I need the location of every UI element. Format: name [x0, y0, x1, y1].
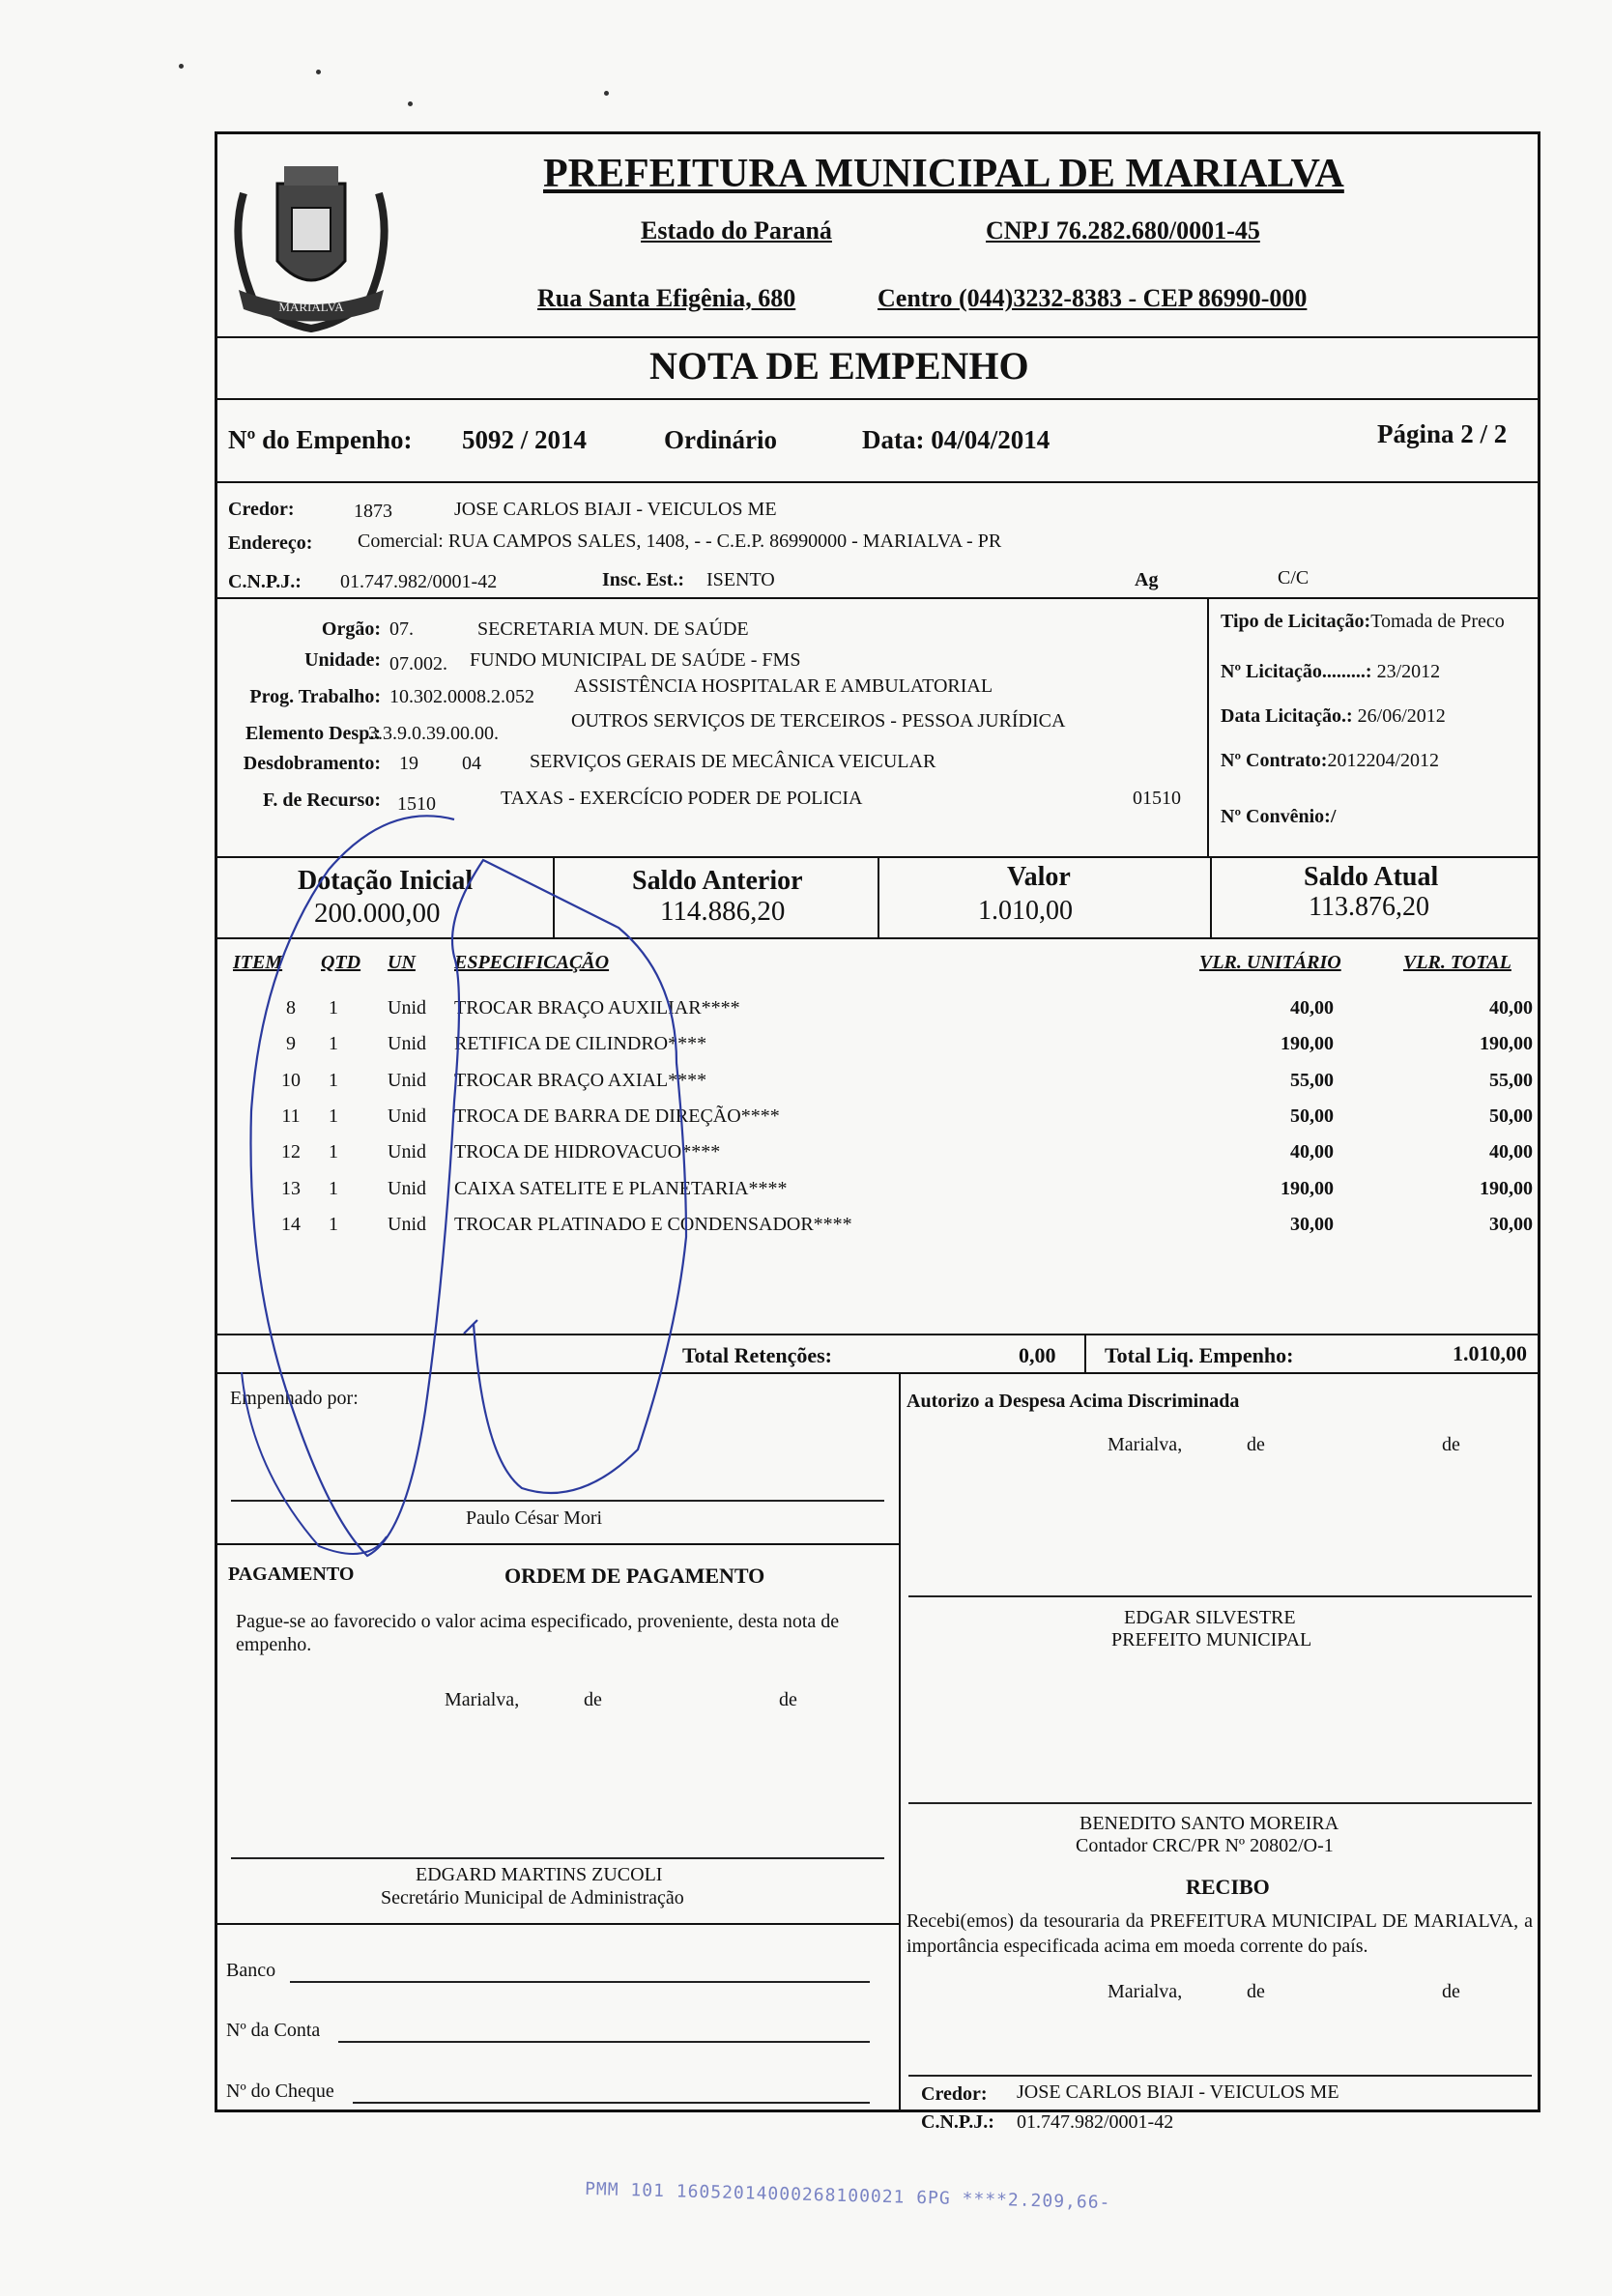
- date-de: de: [1247, 1434, 1265, 1455]
- item-number: 11: [281, 1105, 301, 1127]
- autorizo-text: Autorizo a Despesa Acima Discriminada: [907, 1391, 1240, 1412]
- ordem-pagamento-label: ORDEM DE PAGAMENTO: [504, 1564, 765, 1588]
- item-total: 40,00: [1489, 997, 1533, 1019]
- fonte-label: F. de Recurso:: [262, 789, 381, 811]
- tipo-licitacao: Tipo de Licitação:Tomada de Preco: [1221, 611, 1505, 632]
- desd-code1: 19: [399, 753, 418, 774]
- svg-text:MARIALVA: MARIALVA: [278, 300, 344, 314]
- item-qtd: 1: [329, 1033, 338, 1055]
- prog-label: Prog. Trabalho:: [249, 686, 381, 707]
- valor-value: 1.010,00: [978, 896, 1073, 926]
- conta-label: Nº da Conta: [226, 2020, 321, 2041]
- item-qtd: 1: [329, 1213, 338, 1235]
- item-number: 10: [281, 1069, 301, 1091]
- cnpj-header: CNPJ 76.282.680/0001-45: [986, 216, 1260, 244]
- endereco-label: Endereço:: [228, 532, 313, 554]
- item-unit: Unid: [388, 1177, 426, 1199]
- address-header: Rua Santa Efigênia, 680: [537, 284, 796, 312]
- desdobramento-label: Desdobramento:: [243, 753, 381, 774]
- footer-cnpj: 01.747.982/0001-42: [1017, 2111, 1174, 2133]
- secretario-title: Secretário Municipal de Administração: [381, 1887, 684, 1909]
- empenho-label: Nº do Empenho:: [228, 425, 413, 454]
- prog-name: ASSISTÊNCIA HOSPITALAR E AMBULATORIAL: [574, 675, 993, 697]
- state-name: Estado do Paraná: [641, 216, 832, 244]
- orgao-label: Orgão:: [321, 618, 381, 640]
- prefeito-name: EDGAR SILVESTRE: [1124, 1607, 1296, 1628]
- item-unit-price: 190,00: [1281, 1177, 1334, 1199]
- item-unit-price: 40,00: [1290, 1141, 1334, 1163]
- credor-cnpj: 01.747.982/0001-42: [340, 571, 498, 592]
- doc-title: NOTA DE EMPENHO: [649, 344, 1029, 387]
- total-liq-value: 1.010,00: [1453, 1341, 1527, 1365]
- item-qtd: 1: [329, 997, 338, 1019]
- item-number: 8: [286, 997, 296, 1019]
- empenho-type: Ordinário: [664, 425, 778, 454]
- fonte-code2: 01510: [1133, 788, 1181, 809]
- item-total: 50,00: [1489, 1105, 1533, 1127]
- credor-address: Comercial: RUA CAMPOS SALES, 1408, - - C.E.P. 86990000 - MARIALVA - PR: [358, 531, 1002, 552]
- desd-name: SERVIÇOS GERAIS DE MECÂNICA VEICULAR: [530, 751, 936, 772]
- date-de: de: [1442, 1981, 1460, 2002]
- recibo-label: RECIBO: [1186, 1875, 1270, 1899]
- item-total: 55,00: [1489, 1069, 1533, 1091]
- secretario-name: EDGARD MARTINS ZUCOLI: [416, 1864, 663, 1885]
- cc-label: C/C: [1278, 567, 1310, 588]
- col-item: ITEM: [233, 952, 283, 973]
- item-unit: Unid: [388, 1213, 426, 1235]
- col-qtd: QTD: [321, 952, 361, 973]
- pagamento-label: PAGAMENTO: [228, 1564, 355, 1585]
- insc-label: Insc. Est.:: [602, 569, 685, 590]
- item-number: 9: [286, 1033, 296, 1055]
- valor-label: Valor: [1007, 862, 1071, 892]
- unidade-code: 07.002.: [389, 653, 447, 674]
- city-date: Marialva,: [1108, 1434, 1183, 1455]
- unidade-label: Unidade:: [304, 649, 381, 671]
- empenhado-name: Paulo César Mori: [466, 1507, 603, 1529]
- footer-credor-label: Credor:: [921, 2083, 988, 2105]
- item-unit: Unid: [388, 1069, 426, 1091]
- item-total: 190,00: [1480, 1033, 1533, 1055]
- district-phone: Centro (044)3232-8383 - CEP 86990-000: [878, 284, 1308, 312]
- item-number: 13: [281, 1177, 301, 1199]
- cnpj-label: C.N.P.J.:: [228, 571, 302, 592]
- fonte-name: TAXAS - EXERCÍCIO PODER DE POLICIA: [501, 788, 863, 809]
- item-number: 14: [281, 1213, 301, 1235]
- unidade-name: FUNDO MUNICIPAL DE SAÚDE - FMS: [470, 649, 801, 671]
- item-total: 40,00: [1489, 1141, 1533, 1163]
- item-unit-price: 30,00: [1290, 1213, 1334, 1235]
- numero-contrato: Nº Contrato:2012204/2012: [1221, 750, 1440, 771]
- empenho-number: 5092 / 2014: [462, 425, 588, 454]
- empenhado-label: Empenhado por:: [230, 1388, 359, 1409]
- prefeito-title: PREFEITO MUNICIPAL: [1111, 1629, 1312, 1650]
- cheque-label: Nº do Cheque: [226, 2081, 334, 2102]
- item-spec: TROCA DE HIDROVACUO****: [454, 1141, 721, 1163]
- saldo-anterior-label: Saldo Anterior: [632, 866, 803, 896]
- saldo-atual-value: 113.876,20: [1309, 892, 1429, 922]
- item-unit: Unid: [388, 1033, 426, 1055]
- item-unit: Unid: [388, 997, 426, 1019]
- credor-code: 1873: [354, 501, 392, 522]
- total-liq-label: Total Liq. Empenho:: [1105, 1343, 1294, 1367]
- footer-cnpj-label: C.N.P.J.:: [921, 2111, 994, 2133]
- date-de: de: [584, 1689, 602, 1710]
- fonte-code: 1510: [397, 793, 436, 815]
- item-total: 190,00: [1480, 1177, 1533, 1199]
- elemento-code: 3.3.9.0.39.00.00.: [368, 723, 499, 744]
- total-retencoes-label: Total Retenções:: [682, 1343, 832, 1367]
- numero-convenio: Nº Convênio:/: [1221, 806, 1337, 827]
- item-unit-price: 190,00: [1281, 1033, 1334, 1055]
- prog-code: 10.302.0008.2.052: [389, 686, 534, 707]
- desd-code2: 04: [462, 753, 481, 774]
- elemento-name: OUTROS SERVIÇOS DE TERCEIROS - PESSOA JURÍDICA: [571, 710, 1066, 732]
- item-spec: TROCAR PLATINADO E CONDENSADOR****: [454, 1213, 852, 1235]
- item-qtd: 1: [329, 1141, 338, 1163]
- insc-value: ISENTO: [706, 569, 775, 590]
- item-qtd: 1: [329, 1105, 338, 1127]
- item-spec: TROCA DE BARRA DE DIREÇÃO****: [454, 1105, 780, 1127]
- item-spec: RETIFICA DE CILINDRO****: [454, 1033, 707, 1055]
- dotacao-inicial-label: Dotação Inicial: [298, 866, 474, 896]
- item-unit: Unid: [388, 1141, 426, 1163]
- item-spec: TROCAR BRAÇO AXIAL****: [454, 1069, 707, 1091]
- bank-stamp: PMM 101 16052014000268100021 6PG ****2.209,66-: [584, 2178, 1111, 2214]
- credor-label: Credor:: [228, 499, 295, 520]
- date-de: de: [1442, 1434, 1460, 1455]
- item-unit: Unid: [388, 1105, 426, 1127]
- item-qtd: 1: [329, 1069, 338, 1091]
- orgao-name: SECRETARIA MUN. DE SAÚDE: [477, 618, 749, 640]
- numero-licitacao: Nº Licitação.........: 23/2012: [1221, 661, 1441, 682]
- orgao-code: 07.: [389, 618, 414, 640]
- item-spec: CAIXA SATELITE E PLANETARIA****: [454, 1177, 788, 1199]
- total-retencoes-value: 0,00: [1019, 1343, 1056, 1367]
- col-un: UN: [388, 952, 416, 973]
- city-date: Marialva,: [445, 1689, 520, 1710]
- item-number: 12: [281, 1141, 301, 1163]
- city-date: Marialva,: [1108, 1981, 1183, 2002]
- contador-name: BENEDITO SANTO MOREIRA: [1079, 1813, 1339, 1834]
- pague-text: Pague-se ao favorecido o valor acima especificado, proveniente, desta nota de empenho.: [236, 1611, 840, 1655]
- saldo-atual-label: Saldo Atual: [1304, 862, 1439, 892]
- page-number: Página 2 / 2: [1377, 419, 1508, 448]
- ag-label: Ag: [1135, 569, 1159, 590]
- col-unit: VLR. UNITÁRIO: [1199, 952, 1341, 973]
- item-unit-price: 50,00: [1290, 1105, 1334, 1127]
- empenho-date: Data: 04/04/2014: [862, 425, 1051, 454]
- recibo-text: Recebi(emos) da tesouraria da PREFEITURA MUNICIPAL DE MARIALVA, a importância especificada acima em moeda corrente do país.: [907, 1910, 1533, 1957]
- footer-credor-name: JOSE CARLOS BIAJI - VEICULOS ME: [1017, 2081, 1339, 2103]
- credor-name: JOSE CARLOS BIAJI - VEICULOS ME: [454, 499, 777, 520]
- data-licitacao: Data Licitação.: 26/06/2012: [1221, 705, 1446, 727]
- elemento-label: Elemento Desp.:: [245, 723, 381, 744]
- date-de: de: [779, 1689, 797, 1710]
- saldo-anterior-value: 114.886,20: [660, 896, 786, 927]
- item-unit-price: 55,00: [1290, 1069, 1334, 1091]
- col-total: VLR. TOTAL: [1403, 952, 1511, 973]
- item-unit-price: 40,00: [1290, 997, 1334, 1019]
- banco-label: Banco: [226, 1960, 276, 1981]
- org-name: PREFEITURA MUNICIPAL DE MARIALVA: [543, 152, 1344, 196]
- item-total: 30,00: [1489, 1213, 1533, 1235]
- date-de: de: [1247, 1981, 1265, 2002]
- item-spec: TROCAR BRAÇO AUXILIAR****: [454, 997, 740, 1019]
- contador-title: Contador CRC/PR Nº 20802/O-1: [1076, 1835, 1334, 1856]
- item-qtd: 1: [329, 1177, 338, 1199]
- col-spec: ESPECIFICAÇÃO: [454, 952, 610, 973]
- dotacao-inicial-value: 200.000,00: [314, 898, 441, 929]
